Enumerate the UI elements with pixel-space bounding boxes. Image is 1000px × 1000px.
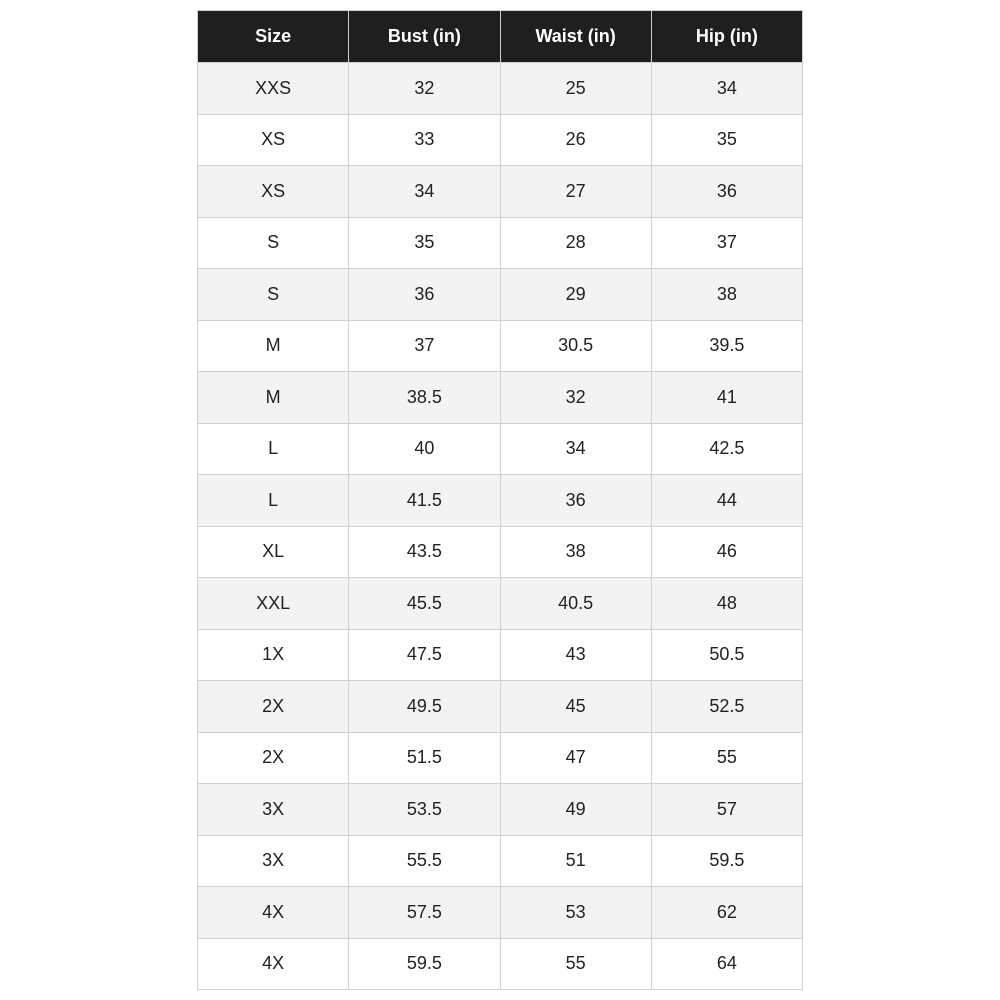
- hip-cell: 34: [651, 63, 802, 115]
- hip-cell: 62: [651, 887, 802, 939]
- table-row: [198, 269, 803, 321]
- table-row: [198, 217, 803, 269]
- column-header-hip: Hip (in): [651, 11, 802, 63]
- size-cell: 2X: [198, 681, 349, 733]
- waist-cell: 40.5: [500, 578, 651, 630]
- bust-cell: 47.5: [349, 629, 500, 681]
- size-cell: S: [198, 269, 349, 321]
- hip-cell: 46: [651, 526, 802, 578]
- waist-cell: 25: [500, 63, 651, 115]
- hip-cell: 44: [651, 475, 802, 527]
- hip-cell: 37: [651, 217, 802, 269]
- bust-cell: 43.5: [349, 526, 500, 578]
- table-row: [198, 732, 803, 784]
- waist-cell: 32: [500, 372, 651, 424]
- waist-cell: 49: [500, 784, 651, 836]
- size-cell: XXS: [198, 63, 349, 115]
- waist-cell: 27: [500, 166, 651, 218]
- hip-cell: 52.5: [651, 681, 802, 733]
- table-row: [198, 629, 803, 681]
- size-cell: 3X: [198, 784, 349, 836]
- size-cell: 3X: [198, 835, 349, 887]
- size-cell: 4X: [198, 938, 349, 990]
- waist-cell: 51: [500, 835, 651, 887]
- column-header-waist: Waist (in): [500, 11, 651, 63]
- waist-cell: 43: [500, 629, 651, 681]
- bust-cell: 40: [349, 423, 500, 475]
- hip-cell: 59.5: [651, 835, 802, 887]
- bust-cell: 37: [349, 320, 500, 372]
- hip-cell: 64: [651, 938, 802, 990]
- hip-cell: 57: [651, 784, 802, 836]
- size-cell: M: [198, 372, 349, 424]
- column-header-size: Size: [198, 11, 349, 63]
- waist-cell: 28: [500, 217, 651, 269]
- size-chart-table: [197, 10, 803, 990]
- size-cell: 4X: [198, 887, 349, 939]
- column-header-bust: Bust (in): [349, 11, 500, 63]
- bust-cell: 41.5: [349, 475, 500, 527]
- table-header: [198, 11, 803, 63]
- hip-cell: 41: [651, 372, 802, 424]
- waist-cell: 36: [500, 475, 651, 527]
- bust-cell: 38.5: [349, 372, 500, 424]
- table-row: [198, 63, 803, 115]
- size-cell: L: [198, 475, 349, 527]
- table-row: [198, 784, 803, 836]
- size-cell: 2X: [198, 732, 349, 784]
- hip-cell: 48: [651, 578, 802, 630]
- bust-cell: 45.5: [349, 578, 500, 630]
- table-row: [198, 681, 803, 733]
- bust-cell: 55.5: [349, 835, 500, 887]
- table-row: [198, 887, 803, 939]
- waist-cell: 53: [500, 887, 651, 939]
- table-body: [198, 63, 803, 990]
- waist-cell: 30.5: [500, 320, 651, 372]
- size-cell: 1X: [198, 629, 349, 681]
- hip-cell: 35: [651, 114, 802, 166]
- waist-cell: 29: [500, 269, 651, 321]
- bust-cell: 33: [349, 114, 500, 166]
- bust-cell: 59.5: [349, 938, 500, 990]
- size-cell: XXL: [198, 578, 349, 630]
- hip-cell: 42.5: [651, 423, 802, 475]
- waist-cell: 26: [500, 114, 651, 166]
- table-row: [198, 372, 803, 424]
- size-cell: L: [198, 423, 349, 475]
- header-row: [198, 11, 803, 63]
- hip-cell: 39.5: [651, 320, 802, 372]
- table-row: [198, 938, 803, 990]
- table-row: [198, 526, 803, 578]
- table-row: [198, 423, 803, 475]
- hip-cell: 55: [651, 732, 802, 784]
- waist-cell: 55: [500, 938, 651, 990]
- bust-cell: 53.5: [349, 784, 500, 836]
- table-row: [198, 578, 803, 630]
- hip-cell: 50.5: [651, 629, 802, 681]
- bust-cell: 57.5: [349, 887, 500, 939]
- size-cell: S: [198, 217, 349, 269]
- waist-cell: 34: [500, 423, 651, 475]
- waist-cell: 38: [500, 526, 651, 578]
- bust-cell: 34: [349, 166, 500, 218]
- table-row: [198, 114, 803, 166]
- size-cell: XL: [198, 526, 349, 578]
- bust-cell: 49.5: [349, 681, 500, 733]
- table-row: [198, 166, 803, 218]
- size-cell: XS: [198, 166, 349, 218]
- bust-cell: 51.5: [349, 732, 500, 784]
- waist-cell: 45: [500, 681, 651, 733]
- table-row: [198, 835, 803, 887]
- bust-cell: 32: [349, 63, 500, 115]
- size-cell: XS: [198, 114, 349, 166]
- bust-cell: 35: [349, 217, 500, 269]
- table-row: [198, 320, 803, 372]
- size-cell: M: [198, 320, 349, 372]
- waist-cell: 47: [500, 732, 651, 784]
- hip-cell: 38: [651, 269, 802, 321]
- table-row: [198, 475, 803, 527]
- hip-cell: 36: [651, 166, 802, 218]
- bust-cell: 36: [349, 269, 500, 321]
